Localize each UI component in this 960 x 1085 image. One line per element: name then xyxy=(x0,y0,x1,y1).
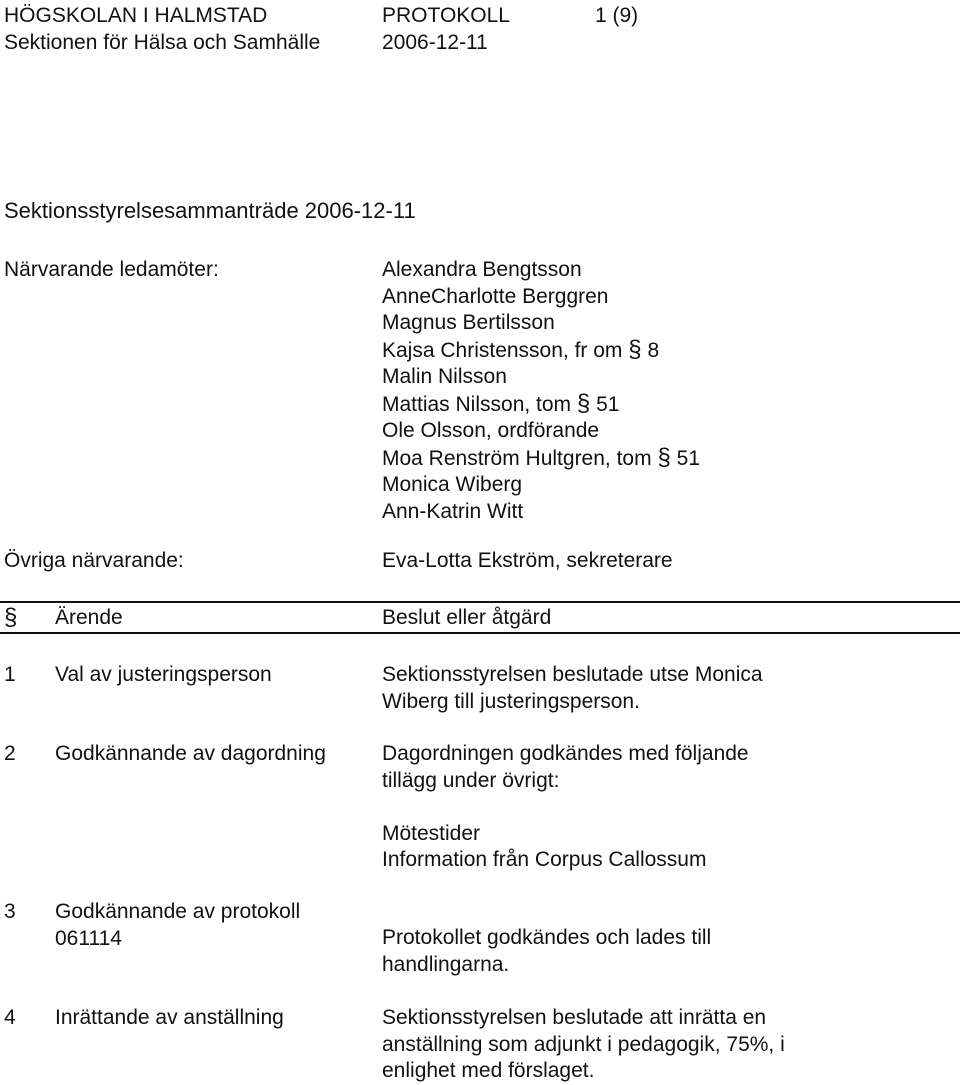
item-number: 2 xyxy=(4,742,16,765)
members-label: Närvarande ledamöter: xyxy=(4,258,219,281)
paragraph-column-header: § xyxy=(4,604,18,631)
item-decision: Dagordningen godkändes med följande tillägg under övrigt: Mötestider Information från Corpus Callossum xyxy=(382,742,749,871)
paragraph-symbol: § xyxy=(576,389,591,417)
member-ref: 8 xyxy=(647,338,660,362)
document-type: PROTOKOLL xyxy=(382,4,510,27)
paragraph-symbol: § xyxy=(628,335,642,363)
member-name: Ole Olsson, ordförande xyxy=(382,419,600,442)
item-number: 1 xyxy=(4,663,16,686)
item-number: 4 xyxy=(4,1006,16,1029)
page-number: 1 (9) xyxy=(595,4,639,27)
member-name: Alexandra Bengtsson xyxy=(382,258,582,281)
table-header-rule xyxy=(0,632,960,634)
item-matter: Inrättande av anställning xyxy=(55,1006,284,1029)
member-name: Kajsa Christensson, fr om § 8 xyxy=(382,335,660,363)
member-name: AnneCharlotte Berggren xyxy=(382,284,609,308)
member-name: Magnus Bertilsson xyxy=(382,311,555,334)
matter-column-header: Ärende xyxy=(55,606,123,629)
paragraph-symbol: § xyxy=(657,443,671,471)
institution-name: HÖGSKOLAN I HALMSTAD xyxy=(4,4,268,27)
member-ref: 51 xyxy=(676,446,701,470)
others-label: Övriga närvarande: xyxy=(4,549,184,572)
item-number: 3 xyxy=(4,900,16,923)
item-matter: Val av justeringsperson xyxy=(55,663,272,686)
item-decision: Sektionsstyrelsen beslutade utse Monica Wiberg till justeringsperson. xyxy=(382,663,763,713)
member-name: Malin Nilsson xyxy=(382,365,507,388)
member-name: Moa Renström Hultgren, tom § 51 xyxy=(382,443,701,471)
item-decision: Protokollet godkändes och lades till handlingarna. xyxy=(382,926,712,976)
item-decision: Sektionsstyrelsen beslutade att inrätta en anställning som adjunkt i pedagogik, 75%, i enlighet med förslaget. xyxy=(382,1006,785,1082)
section-name: Sektionen för Hälsa och Samhälle xyxy=(4,31,321,54)
header-date: 2006-12-11 xyxy=(382,31,488,54)
others-name: Eva-Lotta Ekström, sekreterare xyxy=(382,549,673,572)
member-name: Mattias Nilsson, tom § 51 xyxy=(382,389,620,417)
members-list xyxy=(382,257,700,525)
meeting-title: Sektionsstyrelsesammanträde 2006-12-11 xyxy=(4,198,416,223)
table-top-rule xyxy=(0,601,960,603)
item-matter: Godkännande av protokoll 061114 xyxy=(55,900,301,950)
decision-column-header: Beslut eller åtgärd xyxy=(382,606,552,629)
member-name: Ann-Katrin Witt xyxy=(382,499,524,523)
item-matter: Godkännande av dagordning xyxy=(55,742,326,765)
member-name: Monica Wiberg xyxy=(382,473,523,496)
member-ref: 51 xyxy=(596,392,620,416)
